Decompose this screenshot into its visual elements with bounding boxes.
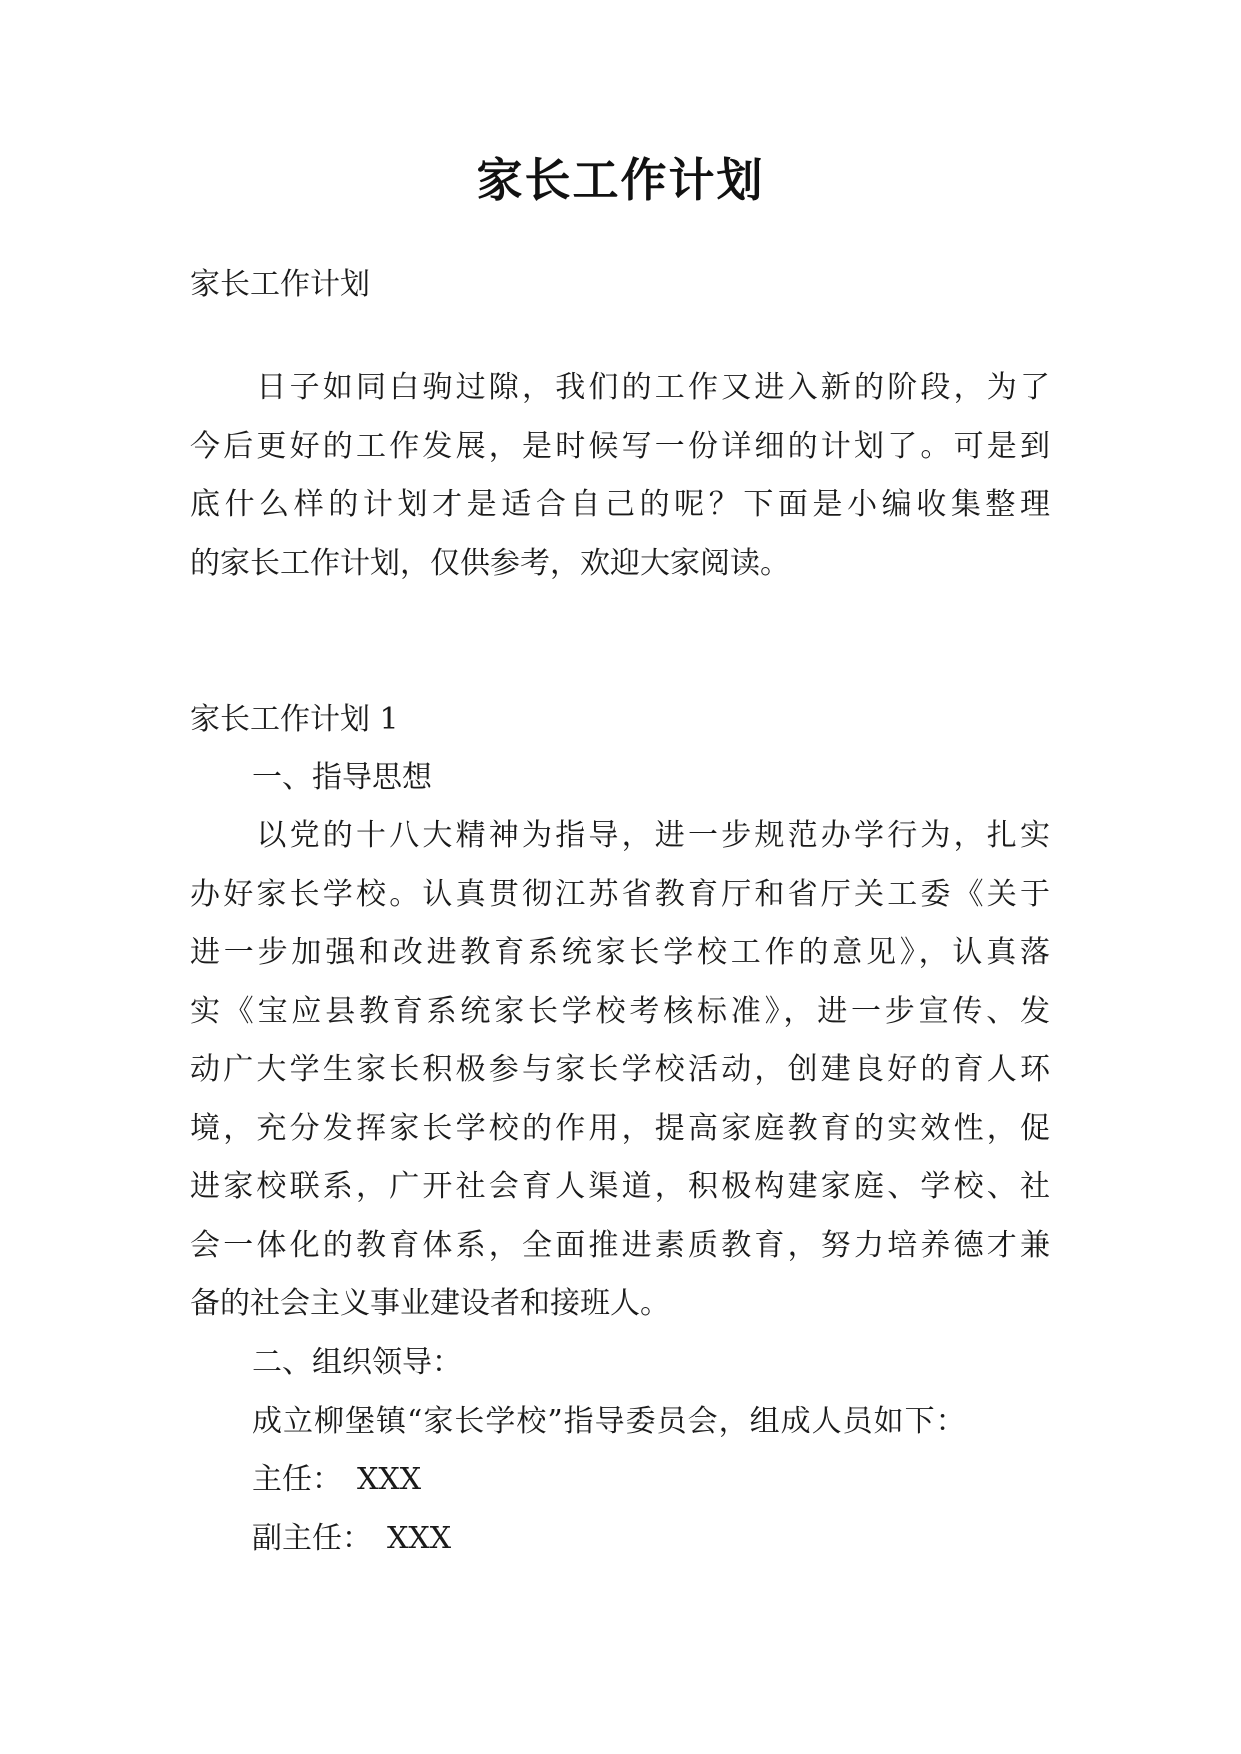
intro-paragraph xyxy=(190,368,1050,602)
guidance-line: 进家校联系，广开社会育人渠道，积极构建家庭、学校、社 xyxy=(190,1169,1050,1204)
document-subtitle: 家长工作计划 xyxy=(190,267,370,302)
guidance-line: 动广大学生家长积极参与家长学校活动，创建良好的育人环 xyxy=(190,1052,1050,1087)
intro-line: 今后更好的工作发展，是时候写一份详细的计划了。可是到 xyxy=(190,428,1050,464)
section-title: 家长工作计划 1 xyxy=(190,702,399,737)
guidance-line: 办好家长学校。认真贯彻江苏省教育厅和省厅关工委《关于 xyxy=(190,876,1050,912)
guidance-paragraph xyxy=(190,816,1050,1343)
intro-line: 日子如同白驹过隙，我们的工作又进入新的阶段，为了 xyxy=(190,370,1050,405)
guidance-line: 备的社会主义事业建设者和接班人。 xyxy=(190,1286,670,1321)
deputy-director-line: 副主任： XXX xyxy=(252,1521,452,1556)
document-title: 家长工作计划 xyxy=(476,153,765,207)
guidance-line: 境，充分发挥家长学校的作用，提高家庭教育的实效性，促 xyxy=(190,1110,1050,1146)
guidance-line: 会一体化的教育体系，全面推进素质教育，努力培养德才兼 xyxy=(190,1227,1050,1263)
heading-guidance: 一、指导思想 xyxy=(252,760,432,795)
intro-line: 底什么样的计划才是适合自己的呢？下面是小编收集整理 xyxy=(190,487,1050,522)
intro-line: 的家长工作计划，仅供参考，欢迎大家阅读。 xyxy=(190,545,790,581)
guidance-line: 进一步加强和改进教育系统家长学校工作的意见》，认真落 xyxy=(190,935,1050,970)
guidance-line: 以党的十八大精神为指导，进一步规范办学行为，扎实 xyxy=(190,818,1050,853)
organization-line: 成立柳堡镇“家长学校”指导委员会，组成人员如下： xyxy=(252,1404,967,1439)
heading-organization: 二、组织领导： xyxy=(252,1345,462,1380)
guidance-line: 实《宝应县教育系统家长学校考核标准》，进一步宣传、发 xyxy=(190,993,1050,1029)
director-line: 主任： XXX xyxy=(252,1462,422,1497)
